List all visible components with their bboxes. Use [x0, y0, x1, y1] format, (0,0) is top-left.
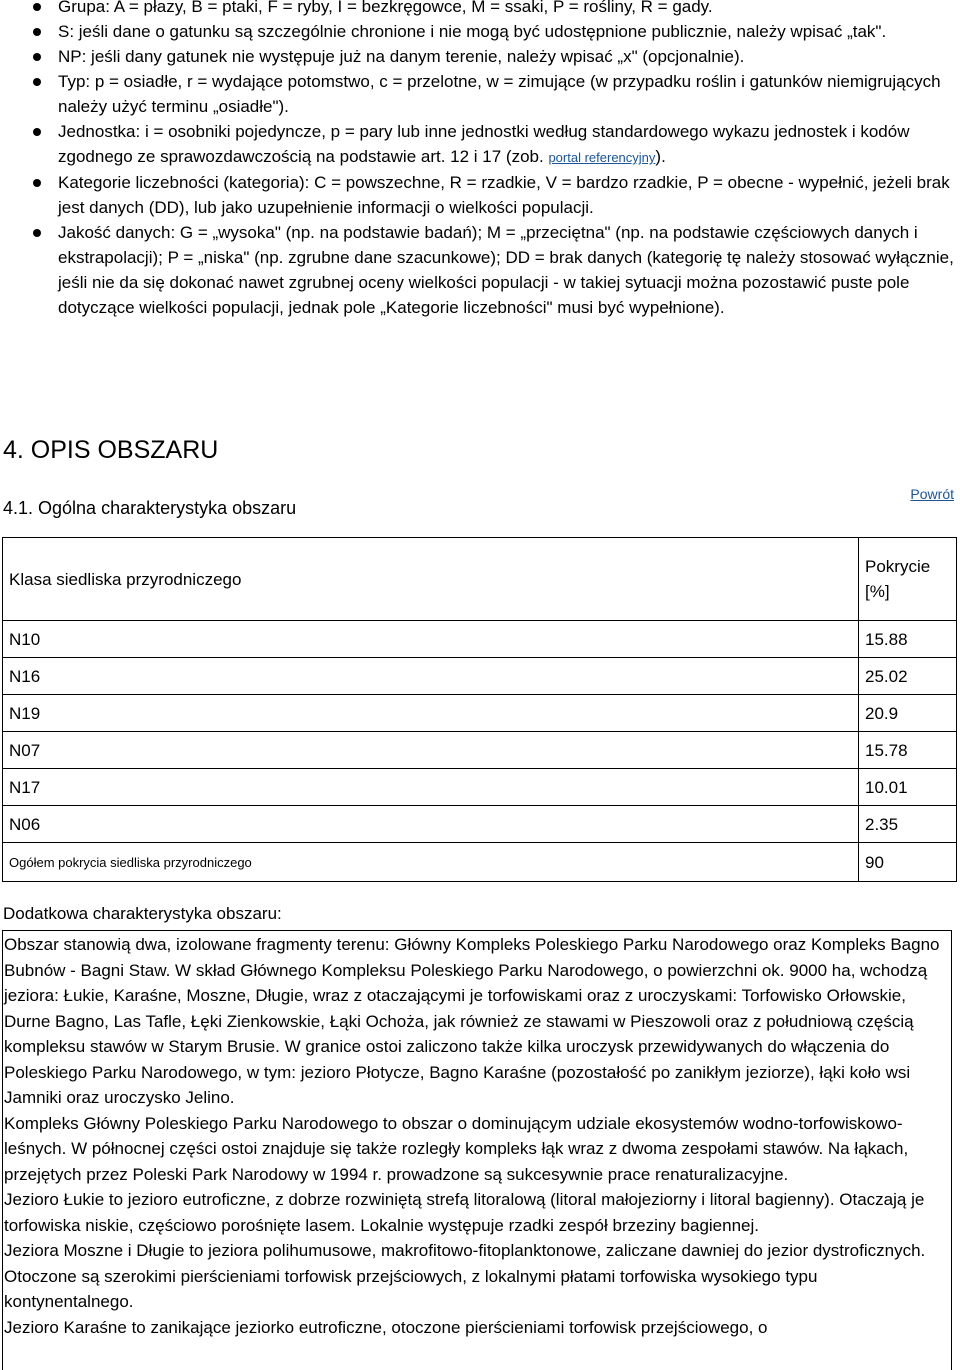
table-total-row: [3, 843, 957, 882]
legend-text: Typ: p = osiadłe, r = wydające potomstwo, c = przelotne, w = zimujące (w przypadku roślin i gatunków niemigrujących należy użyć terminu „osiadłe").: [58, 72, 941, 116]
habitat-code: N10: [3, 621, 859, 658]
additional-characteristics-label: Dodatkowa charakterystyka obszaru:: [3, 904, 282, 923]
legend-list: [0, 0, 958, 320]
habitat-code: N16: [3, 658, 859, 695]
table-row: [3, 806, 957, 843]
habitat-cover-table: [2, 537, 957, 882]
subsection-title: 4.1. Ogólna charakterystyka obszaru: [3, 498, 297, 518]
table-row: [3, 769, 957, 806]
legend-text: Kategorie liczebności (kategoria): C = powszechne, R = rzadkie, V = bardzo rzadkie, P = obecne - wypełnić, jeżeli brak jest danych (DD), lub jako uzupełnienie informacji o wielkości populacji.: [58, 173, 950, 217]
table-header-row: [3, 538, 957, 621]
legend-text: Jednostka: i = osobniki pojedyncze, p = pary lub inne jednostki według standardowego wykazu jednostek i kodów zgodnego ze sprawozdawczością na podstawie art. 12 i 17 (zob.: [58, 122, 910, 166]
description-paragraph: Kompleks Główny Poleskiego Parku Narodowego to obszar o dominującym udziale ekosystemów wodno-torfowiskowo-leśnych. W północnej części ostoi znajduje się także rozległy kompleks łąk wraz z dwoma zespołami stawów. Na łąkach, przejętych przez Poleski Park Narodowy w 1994 r. prowadzone są sukcesywnie prace renaturalizacyjne.: [4, 1113, 909, 1184]
legend-item-data-quality: [0, 220, 958, 320]
habitat-cover: 2.35: [859, 806, 957, 843]
legend-item-unit: [0, 119, 958, 170]
description-paragraph: Obszar stanowią dwa, izolowane fragmenty terenu: Główny Kompleks Poleskiego Parku Narodowego oraz Kompleks Bagno Bubnów - Bagni Staw. W skład Głównego Kompleksu Poleskiego Parku Narodowego, o powierzchni ok. 9000 ha, wchodzą jeziora: Łukie, Karaśne, Moszne, Długie, wraz z otaczającymi je torfowiskami oraz z uroczyskami: Torfowisko Orłowskie, Durne Bagno, Las Tafle, Łęki Zienkowskie, Łąki Ochoża, jak również ze stawami w Pieszowoli oraz z południową częścią kompleksu stawów w Starym Brusie. W granice ostoi zaliczono także kilka uroczysk przewidywanych do włączenia do Poleskiego Parku Narodowego, w tym: jezioro Płotycze, Bagno Karaśne (pozostałość po zanikłym jeziorze), łąki koło wsi Jamniki oraz uroczysko Jelino.: [4, 935, 940, 1107]
description-paragraph: Jeziora Moszne i Długie to jeziora polihumusowe, makrofitowo-fitoplanktonowe, zaliczane dawniej do jezior dystroficznych. Otoczone są szerokimi pierścieniami torfowisk przejściowych, z lokalnymi płatami torfowiska wysokiego typu kontynentalnego.: [4, 1241, 926, 1311]
habitat-code: N19: [3, 695, 859, 732]
legend-text: Grupa: A = płazy, B = ptaki, F = ryby, I = bezkręgowce, M = ssaki, P = rośliny, R = gady.: [58, 0, 713, 16]
header-cover: Pokrycie [%]: [859, 538, 957, 621]
legend-item-type: [0, 69, 958, 119]
description-paragraph: Jezioro Karaśne to zanikające jeziorko eutroficzne, otoczone pierścieniami torfowisk przejściowego, o: [4, 1317, 768, 1337]
habitat-cover: 15.88: [859, 621, 957, 658]
habitat-code: N07: [3, 732, 859, 769]
area-description-box: [2, 930, 952, 1370]
habitat-code: N17: [3, 769, 859, 806]
description-paragraph: Jezioro Łukie to jezioro eutroficzne, z dobrze rozwiniętą strefą litoralową (litoral małojeziorny i litoral bagienny). Otaczają je torfowiska niskie, częściowo porośnięte lasem. Lokalnie występuje rzadki zespół brzeziny bagiennej.: [4, 1190, 925, 1235]
table-row: [3, 695, 957, 732]
habitat-cover: 10.01: [859, 769, 957, 806]
habitat-cover: 25.02: [859, 658, 957, 695]
legend-text: NP: jeśli dany gatunek nie występuje już na danym terenie, należy wpisać „x" (opcjonalnie).: [58, 47, 745, 66]
back-link[interactable]: Powrót: [910, 486, 954, 502]
table-row: [3, 658, 957, 695]
total-value: 90: [859, 843, 957, 882]
legend-item-group: [0, 0, 958, 19]
habitat-cover: 20.9: [859, 695, 957, 732]
legend-text-after: ).: [655, 147, 666, 166]
table-row: [3, 621, 957, 658]
legend-text: S: jeśli dane o gatunku są szczególnie chronione i nie mogą być udostępnione publicznie, należy wpisać „tak".: [58, 22, 887, 41]
legend-item-abundance: [0, 170, 958, 220]
total-label: Ogółem pokrycia siedliska przyrodniczego: [3, 843, 859, 882]
habitat-cover: 15.78: [859, 732, 957, 769]
header-habitat-class: Klasa siedliska przyrodniczego: [3, 538, 859, 621]
table-row: [3, 732, 957, 769]
legend-item-np: [0, 44, 958, 69]
section-title: 4. OPIS OBSZARU: [3, 436, 219, 464]
reference-portal-link[interactable]: portal referencyjny: [548, 150, 656, 165]
habitat-code: N06: [3, 806, 859, 843]
legend-text: Jakość danych: G = „wysoka" (np. na podstawie badań); M = „przeciętna" (np. na podstawie częściowych danych i ekstrapolacji); P = „niska" (np. zgrubne dane szacunkowe); DD = brak danych (kategorię tę należy stosować wyłącznie, jeśli nie da się dokonać nawet zgrubnej oceny wielkości populacji - w takiej sytuacji można pozostawić puste pole dotyczące wielkości populacji, jednak pole „Kategorie liczebności" musi być wypełnione).: [58, 223, 954, 317]
legend-item-sensitive: [0, 19, 958, 44]
